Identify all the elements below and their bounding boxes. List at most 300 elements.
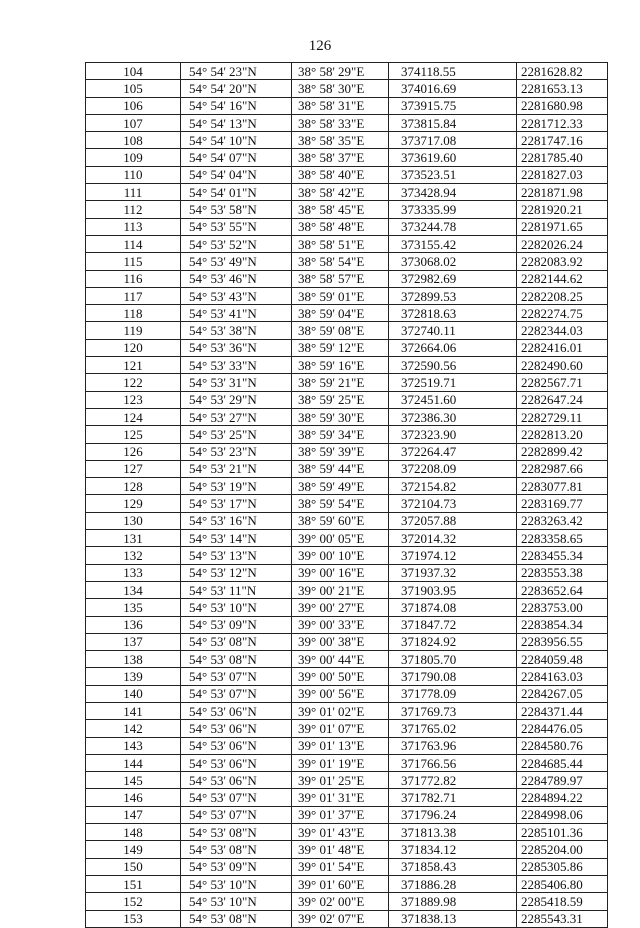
latitude-cell: 54° 53' 14"N bbox=[181, 530, 292, 547]
y-coordinate-cell: 2285204.00 bbox=[517, 841, 608, 858]
x-coordinate-cell: 372208.09 bbox=[389, 460, 517, 477]
table-row bbox=[86, 391, 608, 408]
x-coordinate-cell: 373915.75 bbox=[389, 97, 517, 114]
x-coordinate-cell: 371834.12 bbox=[389, 841, 517, 858]
latitude-cell: 54° 53' 21"N bbox=[181, 460, 292, 477]
latitude-cell: 54° 53' 10"N bbox=[181, 893, 292, 910]
x-coordinate-cell: 372386.30 bbox=[389, 408, 517, 425]
table-row bbox=[86, 512, 608, 529]
point-number-cell: 144 bbox=[86, 754, 181, 771]
table-row bbox=[86, 287, 608, 304]
point-number-cell: 123 bbox=[86, 391, 181, 408]
table-row bbox=[86, 651, 608, 668]
y-coordinate-cell: 2282274.75 bbox=[517, 305, 608, 322]
table-row bbox=[86, 322, 608, 339]
latitude-cell: 54° 53' 13"N bbox=[181, 547, 292, 564]
table-row bbox=[86, 720, 608, 737]
table-row bbox=[86, 547, 608, 564]
x-coordinate-cell: 374118.55 bbox=[389, 63, 517, 80]
longitude-cell: 38° 59' 54"E bbox=[292, 495, 389, 512]
point-number-cell: 105 bbox=[86, 80, 181, 97]
x-coordinate-cell: 371886.28 bbox=[389, 875, 517, 892]
point-number-cell: 147 bbox=[86, 806, 181, 823]
latitude-cell: 54° 54' 07"N bbox=[181, 149, 292, 166]
point-number-cell: 104 bbox=[86, 63, 181, 80]
longitude-cell: 39° 01' 54"E bbox=[292, 858, 389, 875]
point-number-cell: 149 bbox=[86, 841, 181, 858]
y-coordinate-cell: 2283263.42 bbox=[517, 512, 608, 529]
latitude-cell: 54° 53' 49"N bbox=[181, 253, 292, 270]
y-coordinate-cell: 2284998.06 bbox=[517, 806, 608, 823]
latitude-cell: 54° 53' 10"N bbox=[181, 875, 292, 892]
y-coordinate-cell: 2284163.03 bbox=[517, 668, 608, 685]
x-coordinate-cell: 372154.82 bbox=[389, 478, 517, 495]
longitude-cell: 39° 01' 48"E bbox=[292, 841, 389, 858]
table-row bbox=[86, 426, 608, 443]
table-row bbox=[86, 460, 608, 477]
longitude-cell: 38° 59' 01"E bbox=[292, 287, 389, 304]
y-coordinate-cell: 2282344.03 bbox=[517, 322, 608, 339]
table-row bbox=[86, 633, 608, 650]
longitude-cell: 38° 58' 37"E bbox=[292, 149, 389, 166]
y-coordinate-cell: 2282083.92 bbox=[517, 253, 608, 270]
y-coordinate-cell: 2284476.05 bbox=[517, 720, 608, 737]
longitude-cell: 39° 00' 44"E bbox=[292, 651, 389, 668]
latitude-cell: 54° 53' 46"N bbox=[181, 270, 292, 287]
point-number-cell: 134 bbox=[86, 581, 181, 598]
point-number-cell: 140 bbox=[86, 685, 181, 702]
table-row bbox=[86, 599, 608, 616]
table-row bbox=[86, 253, 608, 270]
point-number-cell: 108 bbox=[86, 132, 181, 149]
table-row bbox=[86, 495, 608, 512]
point-number-cell: 132 bbox=[86, 547, 181, 564]
table-row bbox=[86, 218, 608, 235]
latitude-cell: 54° 53' 19"N bbox=[181, 478, 292, 495]
table-row bbox=[86, 443, 608, 460]
point-number-cell: 115 bbox=[86, 253, 181, 270]
y-coordinate-cell: 2284059.48 bbox=[517, 651, 608, 668]
latitude-cell: 54° 54' 20"N bbox=[181, 80, 292, 97]
latitude-cell: 54° 53' 23"N bbox=[181, 443, 292, 460]
latitude-cell: 54° 53' 08"N bbox=[181, 910, 292, 927]
y-coordinate-cell: 2282647.24 bbox=[517, 391, 608, 408]
y-coordinate-cell: 2283956.55 bbox=[517, 633, 608, 650]
y-coordinate-cell: 2281971.65 bbox=[517, 218, 608, 235]
latitude-cell: 54° 54' 01"N bbox=[181, 184, 292, 201]
latitude-cell: 54° 53' 06"N bbox=[181, 754, 292, 771]
y-coordinate-cell: 2283854.34 bbox=[517, 616, 608, 633]
latitude-cell: 54° 53' 31"N bbox=[181, 374, 292, 391]
x-coordinate-cell: 373244.78 bbox=[389, 218, 517, 235]
latitude-cell: 54° 53' 27"N bbox=[181, 408, 292, 425]
table-row bbox=[86, 374, 608, 391]
y-coordinate-cell: 2285406.80 bbox=[517, 875, 608, 892]
table-row bbox=[86, 702, 608, 719]
latitude-cell: 54° 53' 07"N bbox=[181, 806, 292, 823]
x-coordinate-cell: 371769.73 bbox=[389, 702, 517, 719]
coordinates-table bbox=[85, 62, 608, 928]
point-number-cell: 129 bbox=[86, 495, 181, 512]
longitude-cell: 39° 00' 38"E bbox=[292, 633, 389, 650]
point-number-cell: 111 bbox=[86, 184, 181, 201]
point-number-cell: 139 bbox=[86, 668, 181, 685]
y-coordinate-cell: 2285418.59 bbox=[517, 893, 608, 910]
point-number-cell: 106 bbox=[86, 97, 181, 114]
latitude-cell: 54° 53' 06"N bbox=[181, 772, 292, 789]
point-number-cell: 113 bbox=[86, 218, 181, 235]
longitude-cell: 38° 58' 40"E bbox=[292, 166, 389, 183]
x-coordinate-cell: 371858.43 bbox=[389, 858, 517, 875]
longitude-cell: 39° 00' 21"E bbox=[292, 581, 389, 598]
x-coordinate-cell: 372057.88 bbox=[389, 512, 517, 529]
table-row bbox=[86, 114, 608, 131]
x-coordinate-cell: 372451.60 bbox=[389, 391, 517, 408]
point-number-cell: 119 bbox=[86, 322, 181, 339]
latitude-cell: 54° 53' 06"N bbox=[181, 720, 292, 737]
longitude-cell: 38° 59' 16"E bbox=[292, 357, 389, 374]
longitude-cell: 38° 59' 30"E bbox=[292, 408, 389, 425]
table-row bbox=[86, 80, 608, 97]
latitude-cell: 54° 53' 08"N bbox=[181, 841, 292, 858]
latitude-cell: 54° 53' 06"N bbox=[181, 737, 292, 754]
x-coordinate-cell: 371763.96 bbox=[389, 737, 517, 754]
point-number-cell: 151 bbox=[86, 875, 181, 892]
latitude-cell: 54° 53' 43"N bbox=[181, 287, 292, 304]
y-coordinate-cell: 2285101.36 bbox=[517, 824, 608, 841]
latitude-cell: 54° 54' 13"N bbox=[181, 114, 292, 131]
longitude-cell: 39° 00' 16"E bbox=[292, 564, 389, 581]
point-number-cell: 138 bbox=[86, 651, 181, 668]
latitude-cell: 54° 53' 11"N bbox=[181, 581, 292, 598]
table-row bbox=[86, 357, 608, 374]
point-number-cell: 112 bbox=[86, 201, 181, 218]
y-coordinate-cell: 2281920.21 bbox=[517, 201, 608, 218]
point-number-cell: 109 bbox=[86, 149, 181, 166]
y-coordinate-cell: 2284580.76 bbox=[517, 737, 608, 754]
x-coordinate-cell: 373523.51 bbox=[389, 166, 517, 183]
y-coordinate-cell: 2281712.33 bbox=[517, 114, 608, 131]
point-number-cell: 130 bbox=[86, 512, 181, 529]
longitude-cell: 38° 58' 48"E bbox=[292, 218, 389, 235]
table-row bbox=[86, 530, 608, 547]
x-coordinate-cell: 372899.53 bbox=[389, 287, 517, 304]
latitude-cell: 54° 53' 06"N bbox=[181, 702, 292, 719]
x-coordinate-cell: 371765.02 bbox=[389, 720, 517, 737]
longitude-cell: 39° 01' 43"E bbox=[292, 824, 389, 841]
point-number-cell: 124 bbox=[86, 408, 181, 425]
y-coordinate-cell: 2282899.42 bbox=[517, 443, 608, 460]
table-row bbox=[86, 305, 608, 322]
longitude-cell: 39° 00' 05"E bbox=[292, 530, 389, 547]
y-coordinate-cell: 2284894.22 bbox=[517, 789, 608, 806]
x-coordinate-cell: 371766.56 bbox=[389, 754, 517, 771]
x-coordinate-cell: 374016.69 bbox=[389, 80, 517, 97]
point-number-cell: 110 bbox=[86, 166, 181, 183]
table-row bbox=[86, 408, 608, 425]
point-number-cell: 150 bbox=[86, 858, 181, 875]
table-row bbox=[86, 875, 608, 892]
longitude-cell: 38° 58' 31"E bbox=[292, 97, 389, 114]
point-number-cell: 136 bbox=[86, 616, 181, 633]
y-coordinate-cell: 2281680.98 bbox=[517, 97, 608, 114]
longitude-cell: 38° 58' 35"E bbox=[292, 132, 389, 149]
longitude-cell: 38° 59' 08"E bbox=[292, 322, 389, 339]
longitude-cell: 39° 01' 19"E bbox=[292, 754, 389, 771]
point-number-cell: 131 bbox=[86, 530, 181, 547]
y-coordinate-cell: 2284371.44 bbox=[517, 702, 608, 719]
y-coordinate-cell: 2283169.77 bbox=[517, 495, 608, 512]
y-coordinate-cell: 2281785.40 bbox=[517, 149, 608, 166]
table-row bbox=[86, 564, 608, 581]
y-coordinate-cell: 2282208.25 bbox=[517, 287, 608, 304]
longitude-cell: 38° 58' 51"E bbox=[292, 235, 389, 252]
longitude-cell: 38° 58' 57"E bbox=[292, 270, 389, 287]
table-row bbox=[86, 201, 608, 218]
longitude-cell: 38° 59' 12"E bbox=[292, 339, 389, 356]
longitude-cell: 38° 58' 30"E bbox=[292, 80, 389, 97]
table-row bbox=[86, 858, 608, 875]
point-number-cell: 125 bbox=[86, 426, 181, 443]
x-coordinate-cell: 371805.70 bbox=[389, 651, 517, 668]
point-number-cell: 135 bbox=[86, 599, 181, 616]
table-row bbox=[86, 824, 608, 841]
longitude-cell: 39° 00' 50"E bbox=[292, 668, 389, 685]
x-coordinate-cell: 371838.13 bbox=[389, 910, 517, 927]
x-coordinate-cell: 373335.99 bbox=[389, 201, 517, 218]
point-number-cell: 114 bbox=[86, 235, 181, 252]
x-coordinate-cell: 371813.38 bbox=[389, 824, 517, 841]
latitude-cell: 54° 53' 08"N bbox=[181, 651, 292, 668]
point-number-cell: 137 bbox=[86, 633, 181, 650]
table-row bbox=[86, 893, 608, 910]
table-row bbox=[86, 772, 608, 789]
y-coordinate-cell: 2281628.82 bbox=[517, 63, 608, 80]
longitude-cell: 39° 01' 25"E bbox=[292, 772, 389, 789]
latitude-cell: 54° 53' 29"N bbox=[181, 391, 292, 408]
longitude-cell: 38° 59' 25"E bbox=[292, 391, 389, 408]
latitude-cell: 54° 53' 58"N bbox=[181, 201, 292, 218]
longitude-cell: 38° 58' 33"E bbox=[292, 114, 389, 131]
y-coordinate-cell: 2285543.31 bbox=[517, 910, 608, 927]
longitude-cell: 39° 01' 02"E bbox=[292, 702, 389, 719]
point-number-cell: 120 bbox=[86, 339, 181, 356]
point-number-cell: 127 bbox=[86, 460, 181, 477]
y-coordinate-cell: 2282416.01 bbox=[517, 339, 608, 356]
x-coordinate-cell: 372982.69 bbox=[389, 270, 517, 287]
y-coordinate-cell: 2282729.11 bbox=[517, 408, 608, 425]
latitude-cell: 54° 53' 08"N bbox=[181, 824, 292, 841]
latitude-cell: 54° 53' 25"N bbox=[181, 426, 292, 443]
table-row bbox=[86, 270, 608, 287]
longitude-cell: 39° 00' 33"E bbox=[292, 616, 389, 633]
x-coordinate-cell: 372664.06 bbox=[389, 339, 517, 356]
longitude-cell: 38° 58' 54"E bbox=[292, 253, 389, 270]
x-coordinate-cell: 371824.92 bbox=[389, 633, 517, 650]
table-row bbox=[86, 668, 608, 685]
table-row bbox=[86, 339, 608, 356]
longitude-cell: 39° 01' 13"E bbox=[292, 737, 389, 754]
y-coordinate-cell: 2283077.81 bbox=[517, 478, 608, 495]
x-coordinate-cell: 372740.11 bbox=[389, 322, 517, 339]
table-row bbox=[86, 910, 608, 927]
x-coordinate-cell: 372818.63 bbox=[389, 305, 517, 322]
point-number-cell: 143 bbox=[86, 737, 181, 754]
point-number-cell: 146 bbox=[86, 789, 181, 806]
x-coordinate-cell: 373155.42 bbox=[389, 235, 517, 252]
point-number-cell: 152 bbox=[86, 893, 181, 910]
x-coordinate-cell: 371796.24 bbox=[389, 806, 517, 823]
table-row bbox=[86, 97, 608, 114]
x-coordinate-cell: 372590.56 bbox=[389, 357, 517, 374]
point-number-cell: 117 bbox=[86, 287, 181, 304]
latitude-cell: 54° 53' 12"N bbox=[181, 564, 292, 581]
latitude-cell: 54° 53' 36"N bbox=[181, 339, 292, 356]
page-number: 126 bbox=[308, 38, 332, 54]
latitude-cell: 54° 54' 23"N bbox=[181, 63, 292, 80]
latitude-cell: 54° 53' 55"N bbox=[181, 218, 292, 235]
table-row bbox=[86, 737, 608, 754]
latitude-cell: 54° 53' 41"N bbox=[181, 305, 292, 322]
latitude-cell: 54° 54' 10"N bbox=[181, 132, 292, 149]
point-number-cell: 118 bbox=[86, 305, 181, 322]
point-number-cell: 133 bbox=[86, 564, 181, 581]
y-coordinate-cell: 2283652.64 bbox=[517, 581, 608, 598]
y-coordinate-cell: 2283455.34 bbox=[517, 547, 608, 564]
point-number-cell: 141 bbox=[86, 702, 181, 719]
x-coordinate-cell: 371937.32 bbox=[389, 564, 517, 581]
y-coordinate-cell: 2284789.97 bbox=[517, 772, 608, 789]
y-coordinate-cell: 2284685.44 bbox=[517, 754, 608, 771]
latitude-cell: 54° 54' 16"N bbox=[181, 97, 292, 114]
longitude-cell: 39° 00' 27"E bbox=[292, 599, 389, 616]
x-coordinate-cell: 373815.84 bbox=[389, 114, 517, 131]
longitude-cell: 39° 02' 07"E bbox=[292, 910, 389, 927]
longitude-cell: 38° 59' 44"E bbox=[292, 460, 389, 477]
latitude-cell: 54° 53' 07"N bbox=[181, 685, 292, 702]
point-number-cell: 128 bbox=[86, 478, 181, 495]
point-number-cell: 122 bbox=[86, 374, 181, 391]
table-row bbox=[86, 806, 608, 823]
point-number-cell: 153 bbox=[86, 910, 181, 927]
x-coordinate-cell: 371782.71 bbox=[389, 789, 517, 806]
table-row bbox=[86, 581, 608, 598]
table-row bbox=[86, 132, 608, 149]
longitude-cell: 38° 59' 34"E bbox=[292, 426, 389, 443]
table-row bbox=[86, 478, 608, 495]
y-coordinate-cell: 2281747.16 bbox=[517, 132, 608, 149]
x-coordinate-cell: 371772.82 bbox=[389, 772, 517, 789]
y-coordinate-cell: 2283753.00 bbox=[517, 599, 608, 616]
latitude-cell: 54° 53' 09"N bbox=[181, 858, 292, 875]
table-row bbox=[86, 149, 608, 166]
longitude-cell: 38° 58' 45"E bbox=[292, 201, 389, 218]
x-coordinate-cell: 373068.02 bbox=[389, 253, 517, 270]
y-coordinate-cell: 2282567.71 bbox=[517, 374, 608, 391]
x-coordinate-cell: 371778.09 bbox=[389, 685, 517, 702]
point-number-cell: 145 bbox=[86, 772, 181, 789]
table-row bbox=[86, 184, 608, 201]
latitude-cell: 54° 53' 10"N bbox=[181, 599, 292, 616]
table-row bbox=[86, 63, 608, 80]
y-coordinate-cell: 2284267.05 bbox=[517, 685, 608, 702]
longitude-cell: 39° 01' 37"E bbox=[292, 806, 389, 823]
latitude-cell: 54° 53' 07"N bbox=[181, 668, 292, 685]
point-number-cell: 142 bbox=[86, 720, 181, 737]
longitude-cell: 39° 02' 00"E bbox=[292, 893, 389, 910]
y-coordinate-cell: 2283358.65 bbox=[517, 530, 608, 547]
x-coordinate-cell: 372519.71 bbox=[389, 374, 517, 391]
latitude-cell: 54° 53' 38"N bbox=[181, 322, 292, 339]
y-coordinate-cell: 2285305.86 bbox=[517, 858, 608, 875]
longitude-cell: 39° 00' 10"E bbox=[292, 547, 389, 564]
table-row bbox=[86, 616, 608, 633]
y-coordinate-cell: 2282026.24 bbox=[517, 235, 608, 252]
x-coordinate-cell: 373619.60 bbox=[389, 149, 517, 166]
y-coordinate-cell: 2282490.60 bbox=[517, 357, 608, 374]
longitude-cell: 38° 59' 49"E bbox=[292, 478, 389, 495]
latitude-cell: 54° 53' 07"N bbox=[181, 789, 292, 806]
longitude-cell: 39° 00' 56"E bbox=[292, 685, 389, 702]
latitude-cell: 54° 53' 17"N bbox=[181, 495, 292, 512]
longitude-cell: 39° 01' 07"E bbox=[292, 720, 389, 737]
latitude-cell: 54° 54' 04"N bbox=[181, 166, 292, 183]
y-coordinate-cell: 2283553.38 bbox=[517, 564, 608, 581]
table-row bbox=[86, 166, 608, 183]
longitude-cell: 38° 59' 60"E bbox=[292, 512, 389, 529]
latitude-cell: 54° 53' 33"N bbox=[181, 357, 292, 374]
table-row bbox=[86, 685, 608, 702]
point-number-cell: 107 bbox=[86, 114, 181, 131]
x-coordinate-cell: 371903.95 bbox=[389, 581, 517, 598]
longitude-cell: 39° 01' 60"E bbox=[292, 875, 389, 892]
x-coordinate-cell: 373717.08 bbox=[389, 132, 517, 149]
y-coordinate-cell: 2282144.62 bbox=[517, 270, 608, 287]
point-number-cell: 126 bbox=[86, 443, 181, 460]
latitude-cell: 54° 53' 16"N bbox=[181, 512, 292, 529]
coordinates-table-body bbox=[86, 63, 608, 928]
y-coordinate-cell: 2281827.03 bbox=[517, 166, 608, 183]
table-row bbox=[86, 754, 608, 771]
x-coordinate-cell: 373428.94 bbox=[389, 184, 517, 201]
point-number-cell: 116 bbox=[86, 270, 181, 287]
y-coordinate-cell: 2281871.98 bbox=[517, 184, 608, 201]
y-coordinate-cell: 2282987.66 bbox=[517, 460, 608, 477]
x-coordinate-cell: 371874.08 bbox=[389, 599, 517, 616]
x-coordinate-cell: 372014.32 bbox=[389, 530, 517, 547]
y-coordinate-cell: 2282813.20 bbox=[517, 426, 608, 443]
x-coordinate-cell: 371790.08 bbox=[389, 668, 517, 685]
point-number-cell: 121 bbox=[86, 357, 181, 374]
x-coordinate-cell: 372323.90 bbox=[389, 426, 517, 443]
x-coordinate-cell: 371847.72 bbox=[389, 616, 517, 633]
latitude-cell: 54° 53' 09"N bbox=[181, 616, 292, 633]
latitude-cell: 54° 53' 08"N bbox=[181, 633, 292, 650]
latitude-cell: 54° 53' 52"N bbox=[181, 235, 292, 252]
point-number-cell: 148 bbox=[86, 824, 181, 841]
longitude-cell: 39° 01' 31"E bbox=[292, 789, 389, 806]
table-row bbox=[86, 789, 608, 806]
longitude-cell: 38° 58' 29"E bbox=[292, 63, 389, 80]
x-coordinate-cell: 371974.12 bbox=[389, 547, 517, 564]
x-coordinate-cell: 372104.73 bbox=[389, 495, 517, 512]
x-coordinate-cell: 372264.47 bbox=[389, 443, 517, 460]
table-row bbox=[86, 841, 608, 858]
longitude-cell: 38° 59' 39"E bbox=[292, 443, 389, 460]
longitude-cell: 38° 59' 21"E bbox=[292, 374, 389, 391]
table-row bbox=[86, 235, 608, 252]
longitude-cell: 38° 58' 42"E bbox=[292, 184, 389, 201]
